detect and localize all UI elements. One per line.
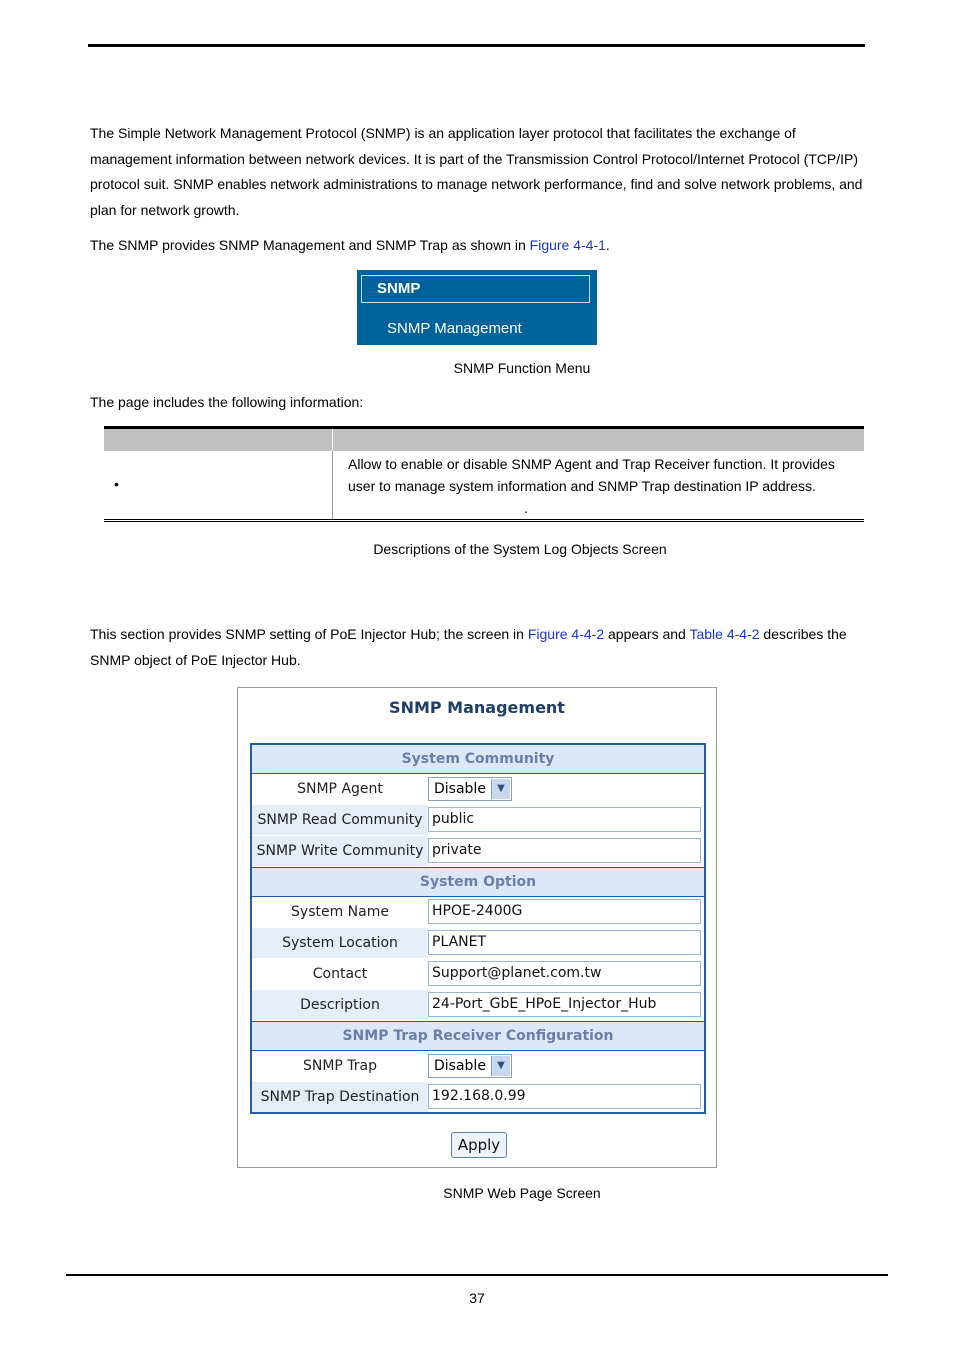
trap-destination-label: SNMP Trap Destination bbox=[252, 1082, 428, 1112]
snmp-function-menu bbox=[357, 270, 597, 345]
row-snmp-trap bbox=[252, 1051, 704, 1082]
provides-line bbox=[90, 233, 865, 259]
footer-rule bbox=[66, 1274, 888, 1276]
table-header-row bbox=[104, 429, 864, 451]
provides-text: The SNMP provides SNMP Management and SNMP Trap as shown in bbox=[90, 237, 530, 253]
system-name-input[interactable]: HPOE-2400G bbox=[428, 899, 701, 924]
row-write-community bbox=[252, 836, 704, 867]
description-label: Description bbox=[252, 990, 428, 1020]
column-divider bbox=[332, 451, 333, 519]
system-location-input[interactable]: PLANET bbox=[428, 930, 701, 955]
snmp-agent-value: Disable bbox=[434, 781, 486, 797]
row-system-name bbox=[252, 897, 704, 928]
table-link-4-4-2[interactable]: Table 4-4-2 bbox=[689, 626, 760, 642]
snmp-form bbox=[250, 743, 706, 1114]
snmp-agent-select[interactable] bbox=[428, 777, 512, 801]
row-trap-destination bbox=[252, 1082, 704, 1112]
row-contact bbox=[252, 959, 704, 990]
web-page-caption: SNMP Web Page Screen bbox=[443, 1185, 601, 1201]
contact-label: Contact bbox=[312, 966, 368, 982]
snmp-agent-label: SNMP Agent bbox=[297, 781, 383, 797]
write-community-label: SNMP Write Community bbox=[252, 836, 428, 866]
section-text-1: This section provides SNMP setting of PoE Injector Hub; the screen in bbox=[90, 626, 528, 642]
web-page-title: SNMP Management bbox=[389, 698, 565, 717]
snmp-web-page-screenshot bbox=[237, 687, 717, 1168]
menu-caption: SNMP Function Menu bbox=[453, 360, 591, 376]
description-trailing: . bbox=[524, 500, 528, 516]
header-rule bbox=[88, 44, 865, 47]
system-name-label: System Name bbox=[291, 904, 389, 920]
descriptions-table bbox=[104, 426, 864, 526]
section-trap-receiver: SNMP Trap Receiver Configuration bbox=[252, 1021, 704, 1051]
provides-end: . bbox=[605, 237, 610, 253]
intro-paragraph: The Simple Network Management Protocol (SNMP) is an application layer protocol that facilitates the exchange of management information between network devices. It is part of the Transmission Control Protocol/Internet Protocol (TCP/IP) protocol suit. SNMP enables network administrations to manage network performance, find and solve network problems, and plan for network growth. bbox=[90, 125, 863, 218]
chevron-down-icon[interactable]: ▼ bbox=[491, 779, 510, 799]
section-text-3: describes the SNMP object of PoE Injector Hub. bbox=[90, 626, 847, 668]
section-system-option: System Option bbox=[252, 867, 704, 897]
apply-button[interactable]: Apply bbox=[451, 1132, 507, 1158]
read-community-input[interactable]: public bbox=[428, 807, 701, 832]
figure-link-4-4-1[interactable]: Figure 4-4-1 bbox=[529, 237, 606, 253]
description-input[interactable]: 24-Port_GbE_HPoE_Injector_Hub bbox=[428, 992, 701, 1017]
header-separator bbox=[332, 429, 333, 451]
snmp-trap-label: SNMP Trap bbox=[302, 1058, 378, 1074]
menu-item-snmp-management[interactable]: SNMP Management bbox=[387, 320, 522, 337]
snmp-trap-value: Disable bbox=[434, 1058, 486, 1074]
page-number: 37 bbox=[469, 1290, 485, 1306]
menu-header-snmp[interactable]: SNMP bbox=[361, 275, 590, 303]
row-system-location bbox=[252, 928, 704, 959]
contact-input[interactable]: Support@planet.com.tw bbox=[428, 961, 701, 986]
chevron-down-icon[interactable]: ▼ bbox=[491, 1056, 510, 1076]
row-description bbox=[252, 990, 704, 1021]
object-description: Allow to enable or disable SNMP Agent and Trap Receiver function. It provides user to manage system information and SNMP Trap destination IP address. bbox=[348, 456, 835, 494]
trap-destination-input[interactable]: 192.168.0.99 bbox=[428, 1084, 701, 1109]
object-bullet: • bbox=[114, 476, 119, 492]
system-location-label: System Location bbox=[252, 928, 428, 958]
row-snmp-agent bbox=[252, 774, 704, 805]
section-paragraph bbox=[90, 622, 865, 673]
table-bottom-rule bbox=[104, 519, 864, 522]
section-text-2: appears and bbox=[604, 626, 690, 642]
write-community-input[interactable]: private bbox=[428, 838, 701, 863]
section-system-community: System Community bbox=[252, 745, 704, 774]
snmp-trap-select[interactable] bbox=[428, 1054, 512, 1078]
table-caption: Descriptions of the System Log Objects Screen bbox=[373, 541, 667, 557]
figure-link-4-4-2[interactable]: Figure 4-4-2 bbox=[527, 626, 605, 642]
row-read-community bbox=[252, 805, 704, 836]
info-intro: The page includes the following information: bbox=[90, 394, 364, 410]
read-community-label: SNMP Read Community bbox=[252, 805, 428, 835]
